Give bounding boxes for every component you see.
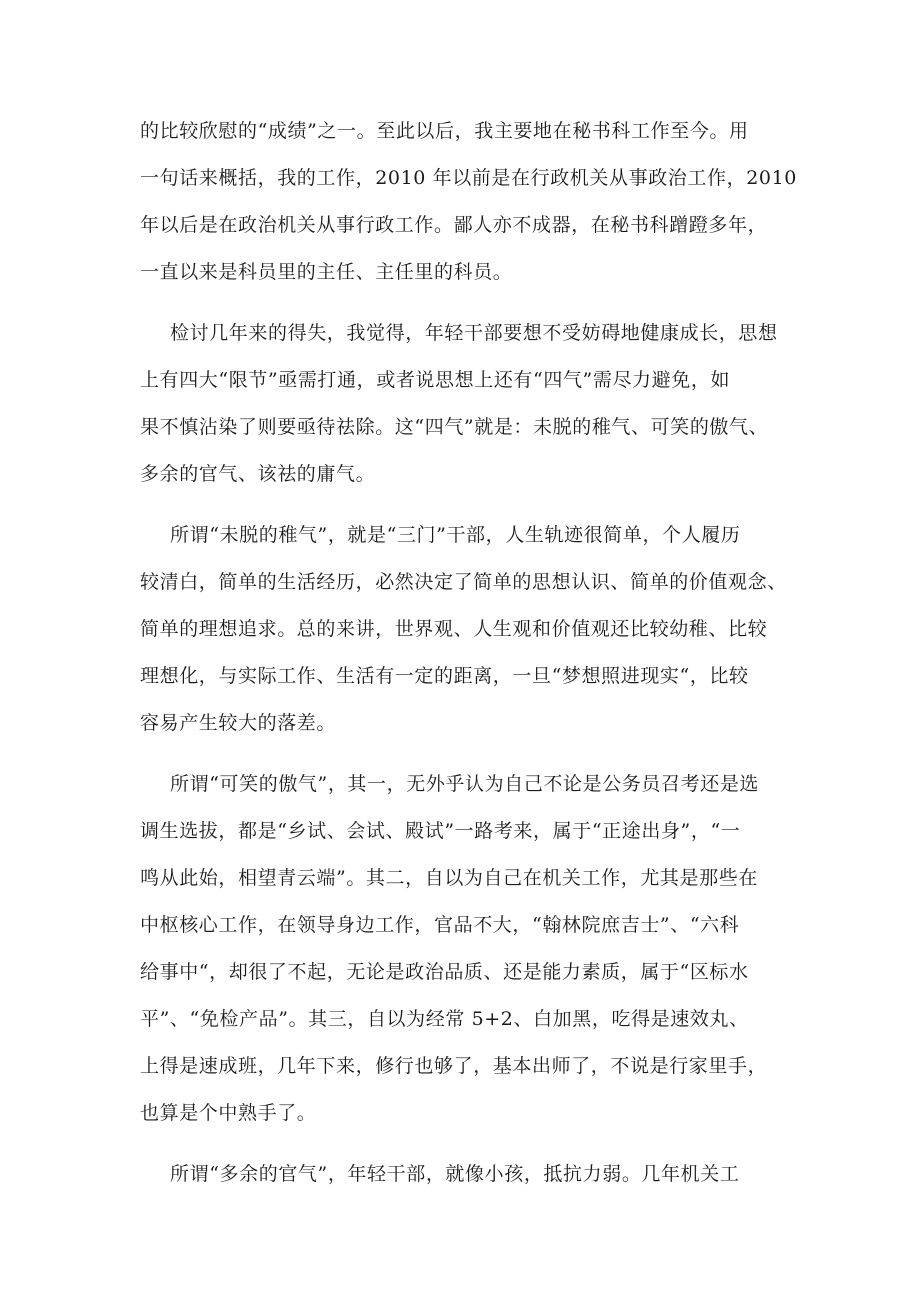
text-line: 的比较欣慰的“成绩”之一。至此以后，我主要地在秘书科工作至今。用: [140, 120, 749, 142]
text-line: 容易产生较大的落差。: [140, 712, 337, 734]
text-line: 也算是个中熟手了。: [140, 1102, 317, 1124]
text-line: 所谓“多余的官气”，年轻干部，就像小孩，抵抗力弱。几年机关工: [170, 1163, 740, 1185]
text-line: 简单的理想追求。总的来讲，世界观、人生观和价值观还比较幼稚、比较: [140, 618, 768, 640]
text-line: 调生选拔，都是“乡试、会试、殿试”一路考来，属于“正途出身”，“一: [140, 820, 741, 842]
text-line: 一句话来概括，我的工作，2010 年以前是在行政机关从事政治工作，2010: [140, 167, 797, 189]
paragraph-2: [140, 310, 800, 498]
document-page: [140, 108, 800, 1212]
paragraph-4: [140, 761, 800, 1137]
text-line: 给事中“，却很了不起，无论是政治品质、还是能力素质，属于“区标水: [140, 961, 749, 983]
text-line: 一直以来是科员里的主任、主任里的科员。: [140, 261, 513, 283]
text-line: 所谓“未脱的稚气”，就是“三门”干部，人生轨迹很简单，个人履历: [170, 524, 741, 546]
text-line: 平”、“免检产品”。其三，自以为经常 5+2、白加黑，吃得是速效丸、: [140, 1008, 749, 1030]
paragraph-3: [140, 512, 800, 747]
paragraph-5: [140, 1151, 800, 1198]
text-line: 年以后是在政治机关从事行政工作。鄙人亦不成器，在秘书科蹭蹬多年，: [140, 214, 768, 236]
text-line: 鸣从此始，相望青云端”。其二，自以为自己在机关工作，尤其是那些在: [140, 867, 758, 889]
paragraph-1: [140, 108, 800, 296]
text-line: 果不慎沾染了则要亟待祛除。这“四气”就是：未脱的稚气、可笑的傲气、: [140, 416, 769, 438]
text-line: 较清白，简单的生活经历，必然决定了简单的思想认识、简单的价值观念、: [140, 571, 787, 593]
text-line: 中枢核心工作，在领导身边工作，官品不大，“翰林院庶吉士”、“六科: [140, 914, 740, 936]
text-line: 理想化，与实际工作、生活有一定的距离，一旦“梦想照进现实“，比较: [140, 665, 749, 687]
text-line: 多余的官气、该祛的庸气。: [140, 463, 376, 485]
text-line: 所谓“可笑的傲气”，其一，无外乎认为自己不论是公务员召考还是选: [170, 773, 760, 795]
text-line: 上有四大“限节”亟需打通，或者说思想上还有“四气”需尽力避免，如: [140, 369, 731, 391]
text-line: 检讨几年来的得失，我觉得，年轻干部要想不受妨碍地健康成长，思想: [170, 322, 778, 344]
text-line: 上得是速成班，几年下来，修行也够了，基本出师了，不说是行家里手，: [140, 1055, 768, 1077]
